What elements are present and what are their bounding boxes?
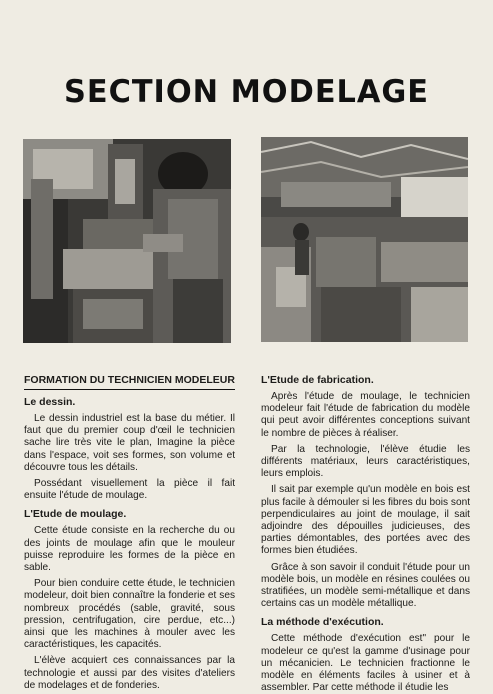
paragraph: Cette méthode d'exécution est" pour le modeleur ce qu'est la gamme d'usinage pour un mécanicien. Le technicien fractionne le modèle en éléments faciles à usiner et à assembler. Par cette méthode il étudie les bbox=[261, 633, 470, 694]
subsection-title: La méthode d'exécution. bbox=[261, 616, 384, 629]
subsection-title: L'Etude de fabrication. bbox=[261, 374, 374, 386]
paragraph: Par la technologie, l'élève étudie les différents matériaux, leurs caractéristiques, leurs emplois. bbox=[261, 443, 470, 480]
subsection-title: L'Etude de moulage. bbox=[24, 508, 127, 521]
photo-workshop-hall bbox=[261, 137, 468, 342]
paragraph: Il sait par exemple qu'un modèle en bois est plus facile à démouler si les fibres du bois sont perpendiculaires au joint de moulage, il sait adjoindre des dépouilles judicieuses, des parties démontables, des portées avec des formes bien étudiées. bbox=[261, 484, 470, 557]
section-heading: FORMATION DU TECHNICIEN MODELEUR bbox=[24, 374, 235, 386]
paragraph: Cette étude consiste en la recherche du ou des joints de moulage afin que le mouleur puisse reproduire les formes de la pièce en sable. bbox=[24, 525, 235, 574]
heading-underline bbox=[24, 389, 235, 390]
paragraph: Possédant visuellement la pièce il fait ensuite l'étude de moulage. bbox=[24, 478, 235, 502]
paragraph: Le dessin industriel est la base du métier. Il faut que du premier coup d'œil le technicien sache lire très vite le plan, Imagine la pièce dans l'espace, voit ses formes, son volume et découvre tous les détails. bbox=[24, 413, 235, 473]
photo-worker-drill-press bbox=[23, 139, 231, 343]
subsection-title: Le dessin. bbox=[24, 396, 76, 408]
paragraph: Pour bien conduire cette étude, le technicien modeleur, doit bien connaître la fonderie et ses nombreux procédés (sable, gravité, sous pression, centrifugation, cire perdue, etc...) ainsi que les machines à mouler avec les caractéristiques, les capacités. bbox=[24, 578, 235, 651]
paragraph: Grâce à son savoir il conduit l'étude pour un modèle bois, un modèle en résines coulées ou stratifiées, un modèle semi-métallique et dans certains cas un modèle métallique. bbox=[261, 561, 470, 610]
left-column bbox=[24, 374, 235, 692]
page-title: SECTION MODELAGE bbox=[63, 74, 430, 110]
paragraph: Après l'étude de moulage, le technicien modeleur fait l'étude de fabrication du modèle qui peut avoir différentes conceptions suivant le nombre de pièces à réaliser. bbox=[261, 391, 470, 439]
paragraph: L'élève acquiert ces connaissances par la technologie et aussi par des visites d'ateliers de modelages et de fonderies. bbox=[24, 655, 235, 691]
right-column bbox=[261, 374, 470, 694]
